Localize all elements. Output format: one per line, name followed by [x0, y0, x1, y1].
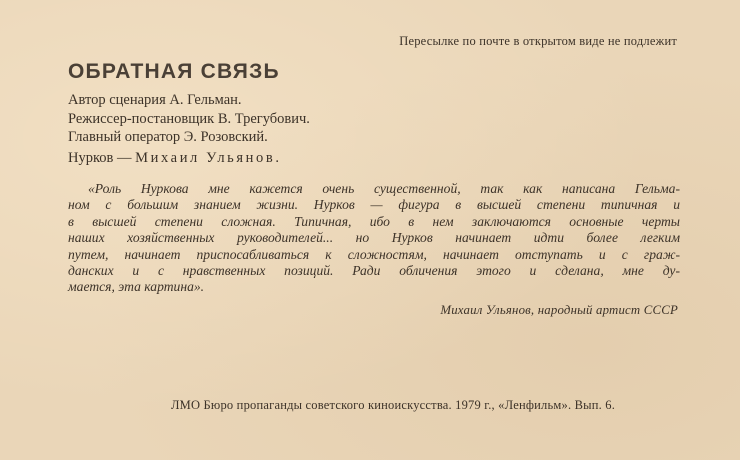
cast-line	[68, 150, 282, 167]
actor-quote	[68, 181, 680, 296]
cast-role: Нурков	[68, 150, 114, 166]
quote-signature: Михаил Ульянов, народный артист СССР	[440, 303, 678, 317]
quote-line: ном с большим знанием жизни. Нурков — фигура в высшей степени типичная и	[68, 197, 680, 213]
postal-note: Пересылке по почте в открытом виде не подлежит	[399, 34, 677, 48]
quote-line: «Роль Нуркова мне кажется очень существенной, так как написана Гельма-	[88, 181, 680, 196]
cast-dash: —	[113, 150, 136, 166]
credits-block	[68, 91, 310, 147]
credit-director: Режиссер-постановщик В. Трегубович.	[68, 110, 310, 127]
quote-line: путем, начинает приспосабливаться к сложностям, начинает отступать и с граж-	[68, 246, 680, 262]
film-title: ОБРАТНАЯ СВЯЗЬ	[68, 60, 280, 83]
quote-line: данских и с нравственных позиций. Ради обличения этого и сделана, мне ду-	[68, 263, 680, 279]
quote-line: мается, эта картина».	[68, 279, 205, 295]
cast-actor: Михаил Ульянов.	[135, 150, 282, 166]
quote-line: в высшей степени сложная. Типичная, ибо в нем заключаются основные черты	[68, 213, 680, 229]
publisher-footer: ЛМО Бюро пропаганды советского киноискусства. 1979 г., «Ленфильм». Вып. 6.	[171, 398, 616, 412]
credit-cinematographer: Главный оператор Э. Розовский.	[68, 129, 268, 145]
credit-screenwriter: Автор сценария А. Гельман.	[68, 92, 242, 108]
quote-line: наших хозяйственных руководителей... но Нурков начинает идти более легким	[68, 230, 680, 246]
